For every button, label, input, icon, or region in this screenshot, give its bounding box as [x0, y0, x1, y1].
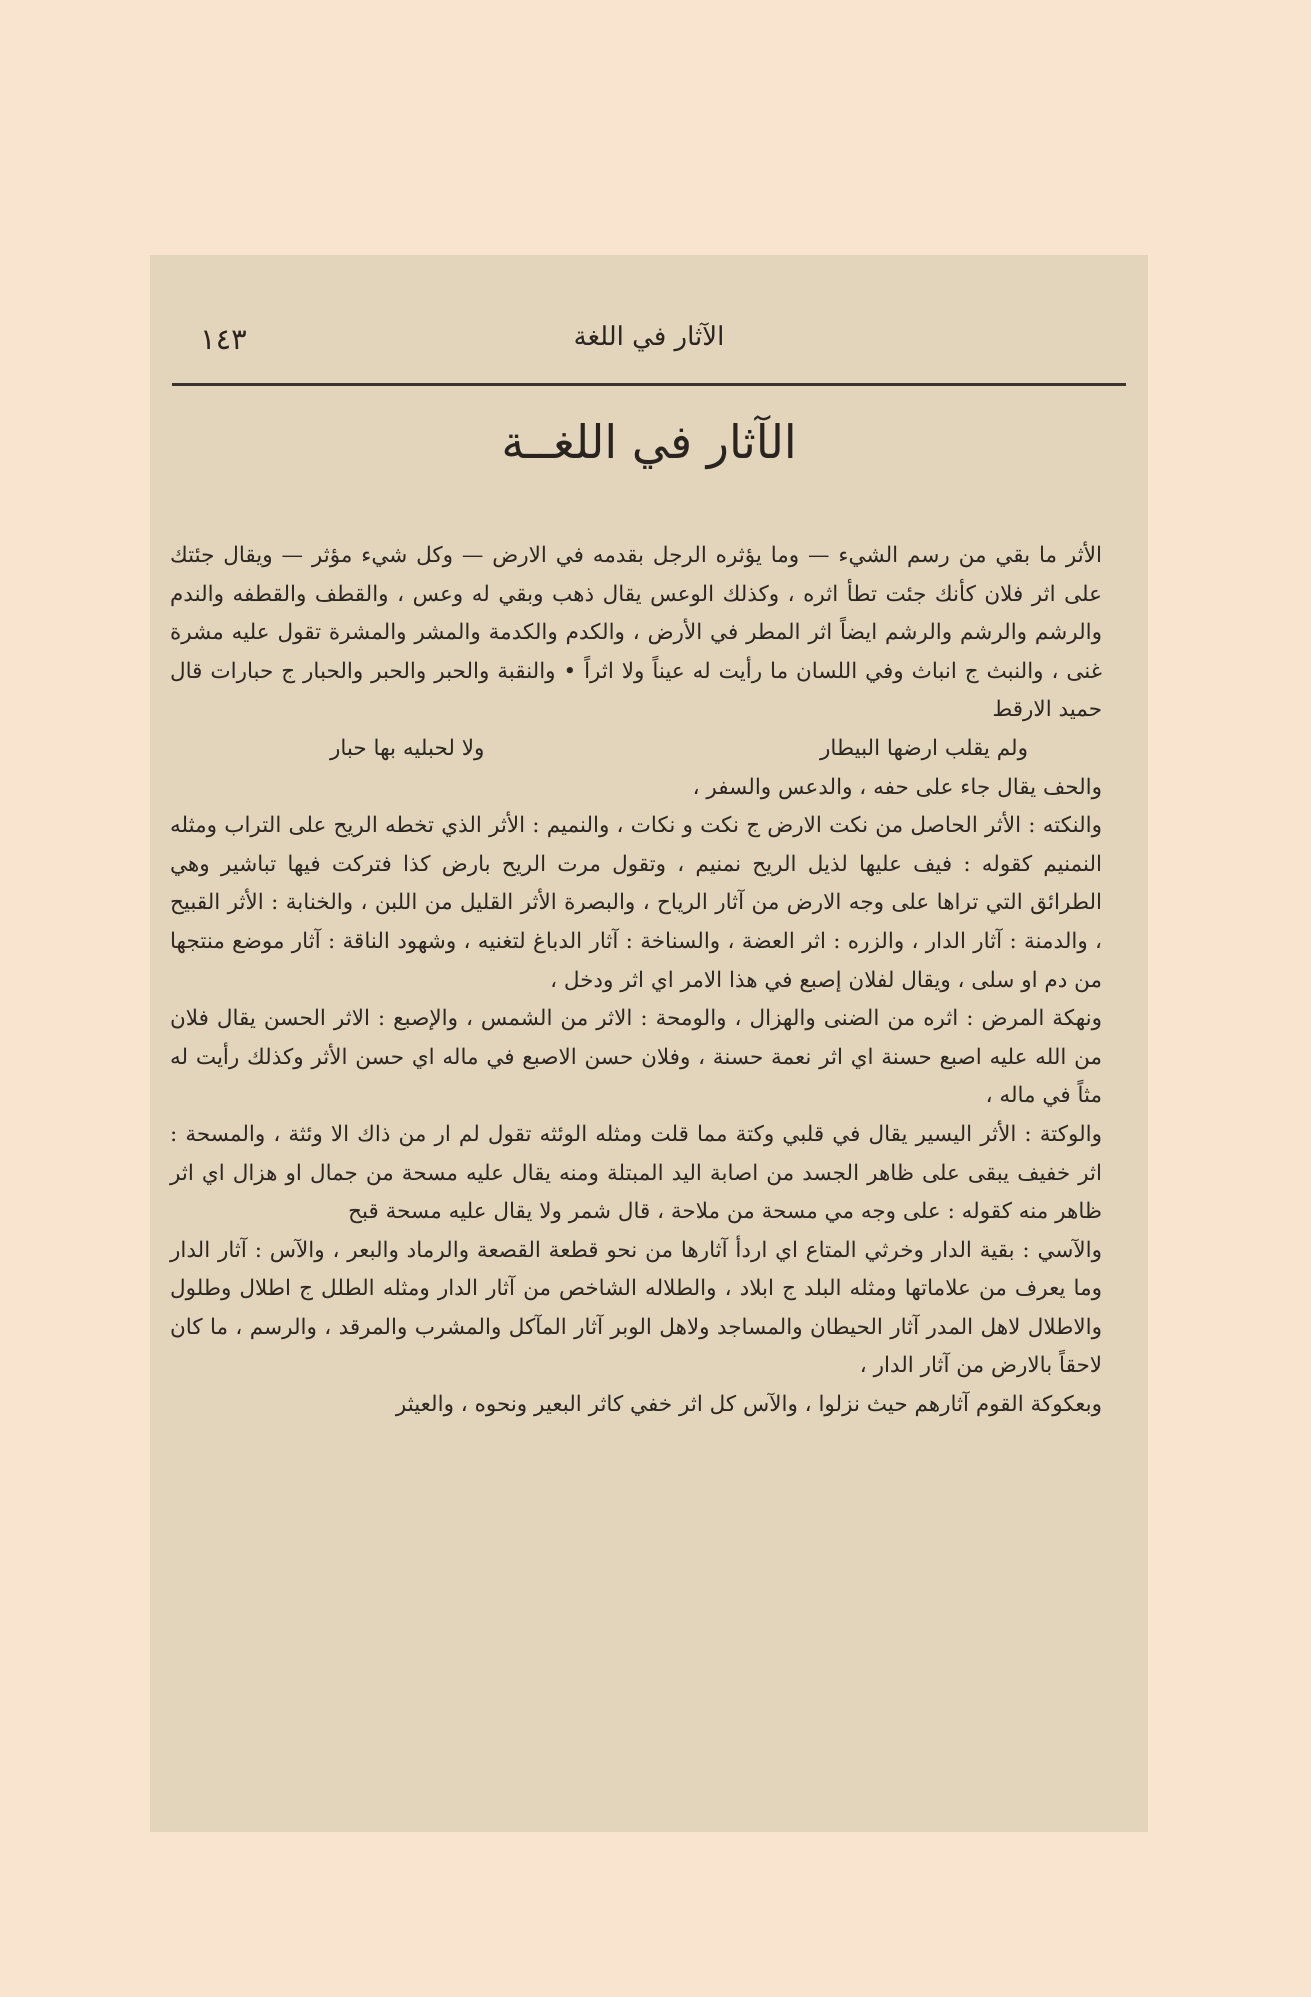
- paragraph: الأثر ما بقي من رسم الشيء — وما يؤثره الرجل بقدمه في الارض — وكل شيء مؤثر — ويقال جئتك على اثر فلان كأنك جئت تطأ اثره ، وكذلك الوعس يقال ذهب وبقي له وعس ، والقطف والقطفه والندم والرشم والرشم والرشم ايضاً اثر المطر في الأرض ، والكدم والكدمة والمشر والمشرة تقول عليه مشرة غنى ، والنبث ج انباث وفي اللسان ما رأيت له عيناً ولا اثراً • والنقبة والحبر والحبر والحبار ج حبارات قال حميد الارقط: [170, 543, 1102, 723]
- paragraph: والآسي : بقية الدار وخرثي المتاع اي اردأ آثارها من نحو قطعة القصعة والرماد والبعر ، والآس : آثار الدار وما يعرف من علاماتها ومثله البلد ج ابلاد ، والطلاله الشاخص من آثار الدار ومثله الطلل ج اطلال وطلول والاطلال لاهل المدر آثار الحيطان والمساجد ولاهل الوبر آثار المآكل والمشرب والمرقد ، والرسم ، ما كان لاحقاً بالارض من آثار الدار ،: [170, 1237, 1102, 1379]
- article-title: الآثار في اللغــة: [501, 415, 797, 469]
- paragraph: وبعكوكة القوم آثارهم حيث نزلوا ، والآس كل اثر خفي كاثر البعير ونحوه ، والعيثر: [395, 1392, 1102, 1418]
- running-head-title: الآثار في اللغة: [573, 322, 725, 352]
- header-rule: [172, 383, 1126, 386]
- poem-verse: [170, 730, 1128, 769]
- paragraph: والوكتة : الأثر اليسير يقال في قلبي وكتة مما قلت ومثله الوئثه تقول لم ار من ذاك الا وئثة ، والمسحة : اثر خفيف يبقى على ظاهر الجسد من اصابة اليد المبتلة ومنه يقال عليه مسحة من جمال او هزال اي اثر ظاهر منه كقوله : على وجه مي مسحة من ملاحة ، قال شمر ولا يقال عليه مسحة قبح: [170, 1121, 1103, 1225]
- page-number: ١٤٣: [200, 322, 247, 356]
- paragraph: ونهكة المرض : اثره من الضنى والهزال ، والومحة : الاثر من الشمس ، والإصبع : الاثر الحسن يقال فلان من الله عليه اصبع حسنة اي اثر نعمة حسنة ، وفلان حسن الاصبع في ماله اي حسن الأثر وكذلك رأيت له مثاً في ماله ،: [170, 1006, 1102, 1109]
- verse-second-hemistich: ولا لحبليه بها حبار: [330, 735, 485, 761]
- paragraph: والنكته : الأثر الحاصل من نكت الارض ج نكت و نكات ، والنميم : الأثر الذي تخطه الريح على التراب ومثله النمنيم كقوله : فيف عليها لذيل الريح نمنيم ، وتقول مرت الريح بارض كذا فتركت فيها تباشير وهي الطرائق التي تراها على وجه الارض من آثار الرياح ، والبصرة الأثر القليل من اللبن ، والخنابة : الأثر القبيح ، والدمنة : آثار الدار ، والزره : اثر العضة ، والسناخة : آثار الدباغ لتغنيه ، وشهود الناقة : آثار موضع منتجها من دم او سلى ، ويقال لفلان إصبع في هذا الامر اي اثر ودخل ،: [170, 813, 1102, 993]
- body-text: [170, 537, 1128, 1425]
- running-head: [172, 320, 1126, 360]
- scanned-page: [150, 255, 1148, 1832]
- verse-first-hemistich: ولم يقلب ارضها البيطار: [820, 735, 1028, 761]
- paragraph: والحف يقال جاء على حفه ، والدعس والسفر ،: [692, 774, 1102, 800]
